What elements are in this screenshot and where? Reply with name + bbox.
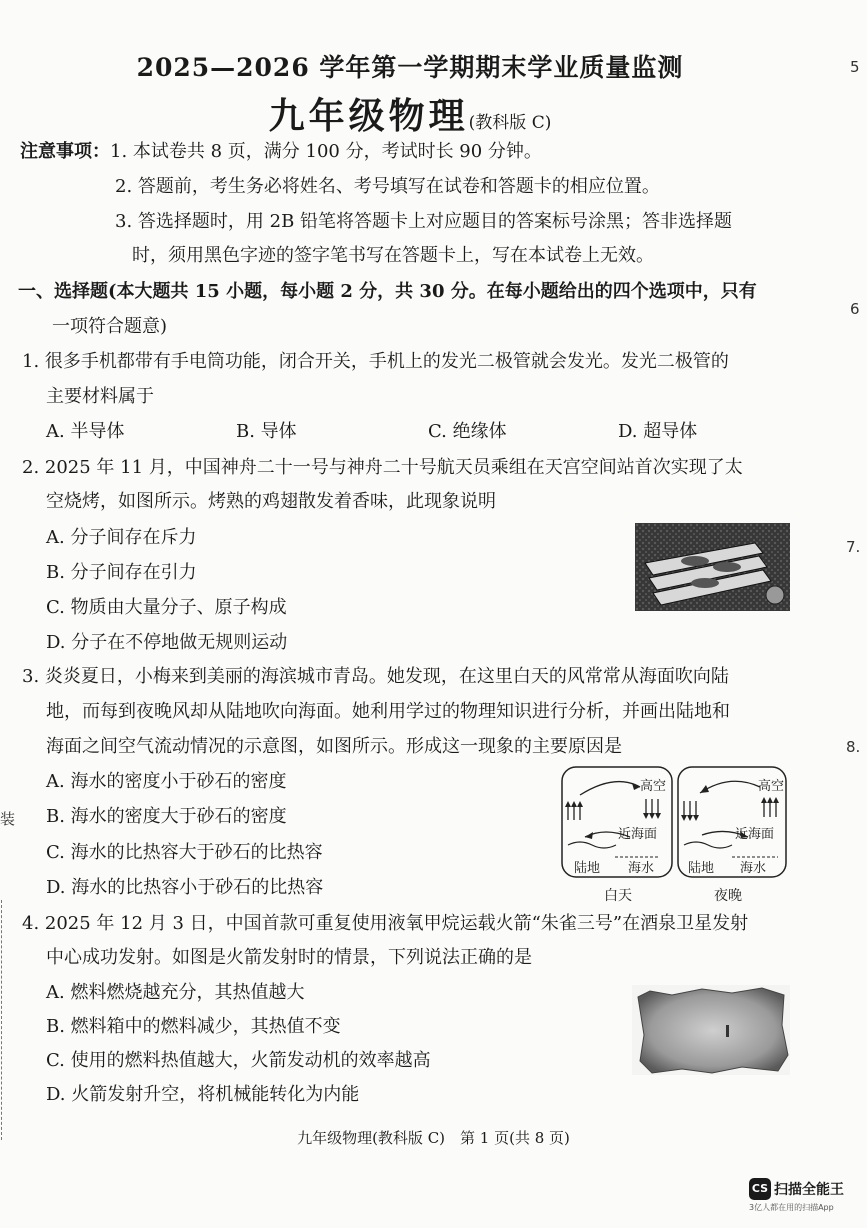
question-1-stem: 1. 很多手机都带有手电筒功能，闭合开关，手机上的发光二极管就会发光。发光二极管的 <box>22 351 729 372</box>
scanner-tagline: 3亿人都在用的扫描App <box>749 1203 834 1212</box>
scanner-name: 扫描全能王 <box>774 1182 844 1198</box>
q1-option-d[interactable]: D. 超导体 <box>618 421 698 442</box>
binding-mark: 装 <box>0 810 16 828</box>
day-high-label: 高空 <box>640 779 667 794</box>
notes-label: 注意事项： <box>20 141 110 162</box>
q3-option-d[interactable]: D. 海水的比热容小于砂石的比热容 <box>46 877 324 898</box>
space-barbecue-photo <box>635 523 790 611</box>
q4-option-c[interactable]: C. 使用的燃料热值越大，火箭发动机的效率越高 <box>46 1050 431 1071</box>
note-item: 时，须用黑色字迹的签字笔书写在答题卡上，写在本试卷上无效。 <box>132 245 654 266</box>
night-near-sea-label: 近海面 <box>735 827 775 842</box>
binding-line <box>1 900 3 1140</box>
day-caption: 白天 <box>604 888 632 904</box>
day-sea-label: 海水 <box>628 861 655 876</box>
q1-option-a[interactable]: A. 半导体 <box>46 421 125 442</box>
q1-option-b[interactable]: B. 导体 <box>236 421 297 442</box>
edge-number: 7. <box>846 538 861 556</box>
night-high-label: 高空 <box>758 779 785 794</box>
section-heading-cont: 一项符合题意) <box>52 316 168 337</box>
night-sea-label: 海水 <box>740 861 767 876</box>
q3-option-a[interactable]: A. 海水的密度小于砂石的密度 <box>46 771 287 792</box>
day-land-label: 陆地 <box>574 861 601 876</box>
q3-option-c[interactable]: C. 海水的比热容大于砂石的比热容 <box>46 842 323 863</box>
edge-number: 5 <box>850 58 860 76</box>
question-2-stem-cont: 空烧烤，如图所示。烤熟的鸡翅散发着香味，此现象说明 <box>46 491 496 512</box>
edge-number: 6 <box>850 300 860 318</box>
question-3-stem-cont: 海面之间空气流动情况的示意图，如图所示。形成这一现象的主要原因是 <box>46 736 622 757</box>
question-3-stem: 3. 炎炎夏日，小梅来到美丽的海滨城市青岛。她发现，在这里白天的风常常从海面吹向陆 <box>22 666 729 687</box>
note-item: 3. 答选择题时，用 2B 铅笔将答题卡上对应题目的答案标号涂黑；答非选择题 <box>115 211 733 232</box>
rocket-launch-photo <box>632 985 790 1075</box>
notes-first-line <box>20 140 542 164</box>
q2-option-c[interactable]: C. 物质由大量分子、原子构成 <box>46 597 287 618</box>
section-heading: 一、选择题(本大题共 15 小题，每小题 2 分，共 30 分。在每小题给出的四个选项中，只有 <box>18 281 757 302</box>
q4-option-d[interactable]: D. 火箭发射升空，将机械能转化为内能 <box>46 1084 360 1105</box>
edge-number: 8. <box>846 738 861 756</box>
question-1-stem-cont: 主要材料属于 <box>46 386 154 407</box>
page-footer: 九年级物理(教科版 C) 第 1 页(共 8 页) <box>297 1129 570 1147</box>
note-item: 1. 本试卷共 8 页，满分 100 分，考试时长 90 分钟。 <box>110 141 542 162</box>
subject-name: 九年级物理 <box>268 95 469 137</box>
subject-title <box>0 88 820 139</box>
q4-option-b[interactable]: B. 燃料箱中的燃料减少，其热值不变 <box>46 1016 341 1037</box>
scanner-logo-icon: CS <box>749 1178 771 1200</box>
day-near-sea-label: 近海面 <box>618 827 658 842</box>
question-4-stem: 4. 2025 年 12 月 3 日，中国首款可重复使用液氧甲烷运载火箭“朱雀三号”在酒泉卫星发射 <box>22 913 749 934</box>
q3-option-b[interactable]: B. 海水的密度大于砂石的密度 <box>46 806 287 827</box>
edition-label: (教科版 C) <box>468 113 552 133</box>
q2-option-d[interactable]: D. 分子在不停地做无规则运动 <box>46 632 288 653</box>
night-land-label: 陆地 <box>688 861 715 876</box>
question-2-stem: 2. 2025 年 11 月，中国神舟二十一号与神舟二十号航天员乘组在天宫空间站首次实现了太 <box>22 457 743 478</box>
scanner-watermark <box>749 1178 844 1213</box>
q4-option-a[interactable]: A. 燃料燃烧越充分，其热值越大 <box>46 982 305 1003</box>
question-4-stem-cont: 中心成功发射。如图是火箭发射时的情景，下列说法正确的是 <box>46 947 532 968</box>
question-3-stem-cont: 地，而每到夜晚风却从陆地吹向海面。她利用学过的物理知识进行分析，并画出陆地和 <box>46 701 730 722</box>
q2-option-b[interactable]: B. 分子间存在引力 <box>46 562 197 583</box>
note-item: 2. 答题前，考生务必将姓名、考号填写在试卷和答题卡的相应位置。 <box>115 176 660 197</box>
exam-title: 2025—2026 学年第一学期期末学业质量监测 <box>136 53 684 82</box>
q2-option-a[interactable]: A. 分子间存在斥力 <box>46 527 197 548</box>
q1-option-c[interactable]: C. 绝缘体 <box>428 421 507 442</box>
sea-breeze-diagram <box>560 765 788 905</box>
night-caption: 夜晚 <box>714 888 742 904</box>
